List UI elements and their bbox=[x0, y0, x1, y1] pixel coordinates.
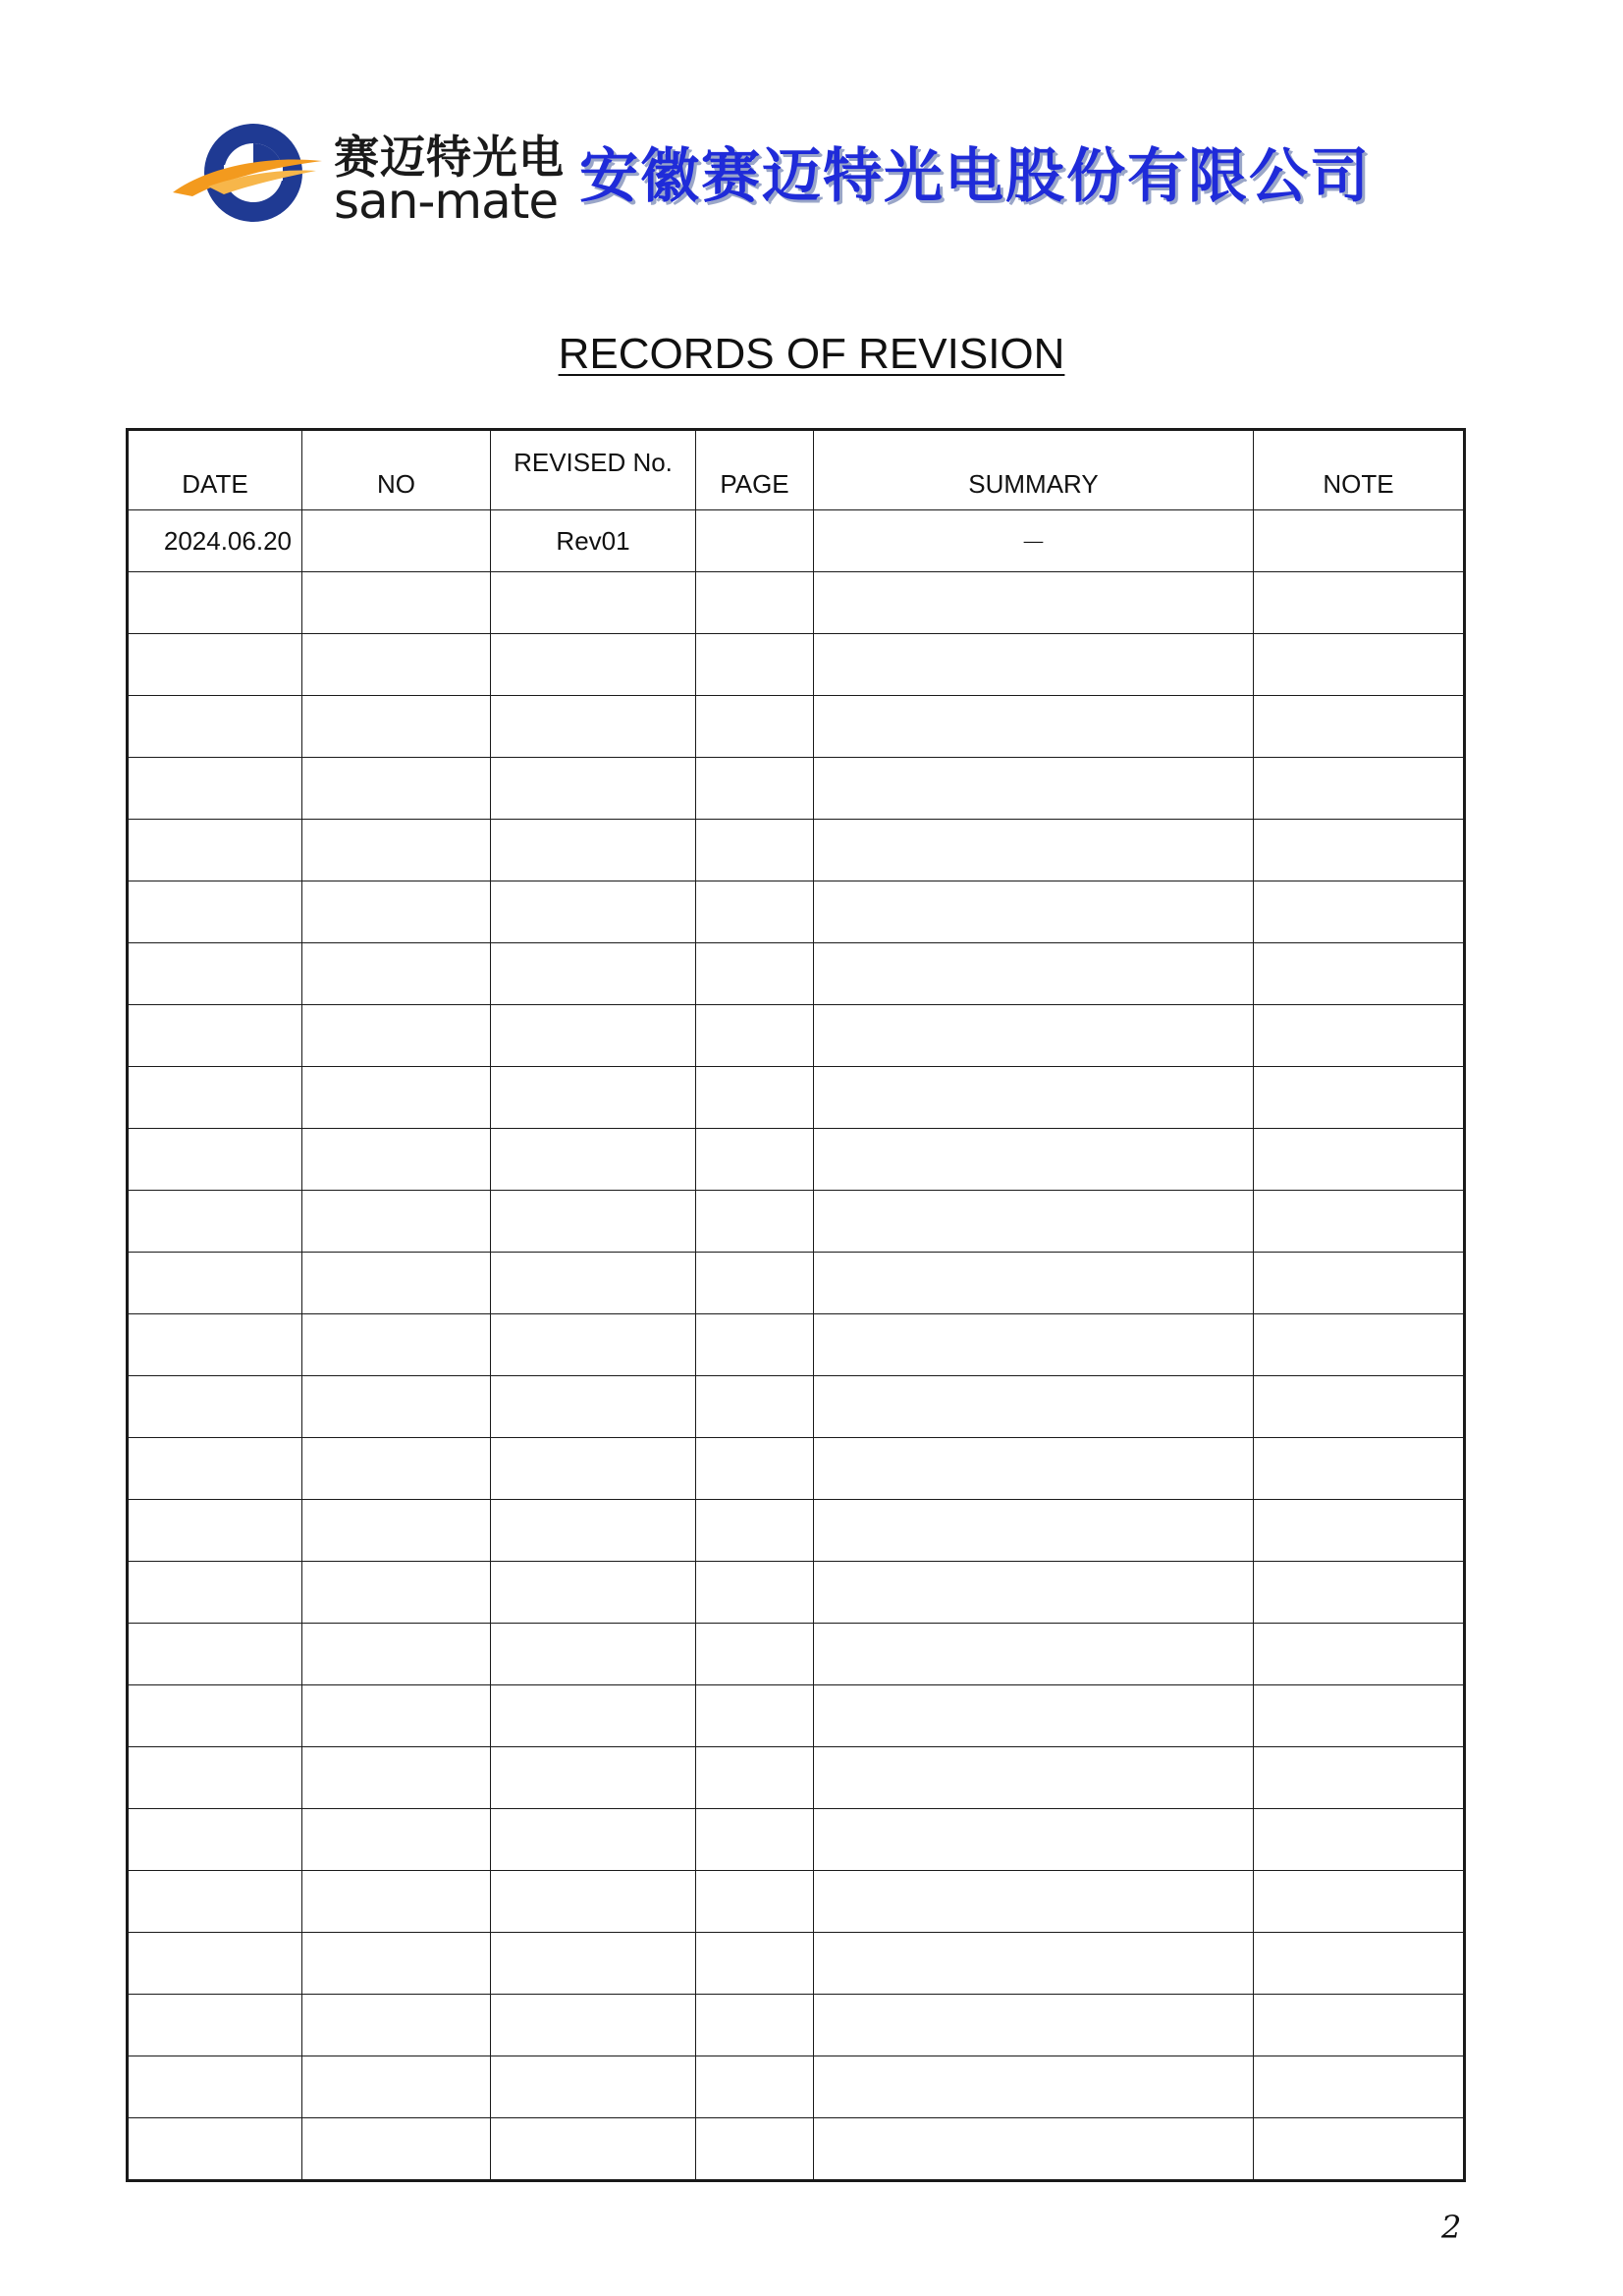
cell-page bbox=[696, 1376, 814, 1438]
table-row bbox=[128, 1871, 1465, 1933]
cell-revised-no bbox=[491, 1005, 696, 1067]
cell-no bbox=[302, 1685, 491, 1747]
cell-page bbox=[696, 1562, 814, 1624]
header-date: DATE bbox=[128, 430, 302, 510]
cell-page bbox=[696, 1809, 814, 1871]
cell-revised-no bbox=[491, 1438, 696, 1500]
cell-date bbox=[128, 1562, 302, 1624]
cell-date bbox=[128, 1500, 302, 1562]
table-row bbox=[128, 1314, 1465, 1376]
cell-note bbox=[1254, 881, 1465, 943]
cell-page bbox=[696, 758, 814, 820]
cell-note bbox=[1254, 943, 1465, 1005]
cell-no bbox=[302, 1129, 491, 1191]
cell-no bbox=[302, 1500, 491, 1562]
cell-date bbox=[128, 758, 302, 820]
cell-revised-no bbox=[491, 572, 696, 634]
cell-date bbox=[128, 1314, 302, 1376]
table-row bbox=[128, 1995, 1465, 2056]
cell-revised-no bbox=[491, 1624, 696, 1685]
cell-page bbox=[696, 1624, 814, 1685]
cell-date bbox=[128, 1995, 302, 2056]
cell-note bbox=[1254, 1005, 1465, 1067]
cell-summary bbox=[814, 572, 1254, 634]
cell-revised-no bbox=[491, 1067, 696, 1129]
cell-summary bbox=[814, 1624, 1254, 1685]
table-row bbox=[128, 1933, 1465, 1995]
cell-no bbox=[302, 1253, 491, 1314]
table-header-row bbox=[128, 430, 1465, 510]
page-header bbox=[169, 116, 1386, 234]
header-summary: SUMMARY bbox=[814, 430, 1254, 510]
table-row bbox=[128, 634, 1465, 696]
table-row bbox=[128, 820, 1465, 881]
cell-date bbox=[128, 1005, 302, 1067]
cell-revised-no bbox=[491, 2056, 696, 2118]
cell-note bbox=[1254, 1871, 1465, 1933]
cell-note bbox=[1254, 1809, 1465, 1871]
cell-page bbox=[696, 1314, 814, 1376]
cell-page bbox=[696, 1067, 814, 1129]
cell-note bbox=[1254, 1624, 1465, 1685]
cell-note bbox=[1254, 758, 1465, 820]
cell-summary bbox=[814, 881, 1254, 943]
cell-summary bbox=[814, 1562, 1254, 1624]
cell-summary bbox=[814, 1500, 1254, 1562]
table-row bbox=[128, 1624, 1465, 1685]
cell-no bbox=[302, 1438, 491, 1500]
cell-page bbox=[696, 2118, 814, 2181]
cell-page bbox=[696, 1129, 814, 1191]
table-row bbox=[128, 2056, 1465, 2118]
cell-no bbox=[302, 1376, 491, 1438]
cell-revised-no bbox=[491, 1314, 696, 1376]
cell-date bbox=[128, 1685, 302, 1747]
cell-note bbox=[1254, 1747, 1465, 1809]
table-row bbox=[128, 1376, 1465, 1438]
cell-summary bbox=[814, 1809, 1254, 1871]
cell-note bbox=[1254, 1562, 1465, 1624]
cell-page bbox=[696, 510, 814, 572]
cell-summary bbox=[814, 758, 1254, 820]
cell-page bbox=[696, 1005, 814, 1067]
cell-date bbox=[128, 2056, 302, 2118]
cell-no bbox=[302, 1624, 491, 1685]
cell-note bbox=[1254, 1129, 1465, 1191]
cell-page bbox=[696, 572, 814, 634]
cell-revised-no bbox=[491, 881, 696, 943]
cell-date bbox=[128, 1067, 302, 1129]
cell-page bbox=[696, 1438, 814, 1500]
cell-no bbox=[302, 696, 491, 758]
cell-date bbox=[128, 1376, 302, 1438]
cell-summary bbox=[814, 1685, 1254, 1747]
cell-revised-no: Rev01 bbox=[491, 510, 696, 572]
table-row bbox=[128, 1005, 1465, 1067]
cell-date bbox=[128, 881, 302, 943]
cell-no bbox=[302, 510, 491, 572]
cell-summary bbox=[814, 1005, 1254, 1067]
cell-page bbox=[696, 1191, 814, 1253]
cell-revised-no bbox=[491, 1129, 696, 1191]
cell-note bbox=[1254, 1314, 1465, 1376]
cell-revised-no bbox=[491, 1685, 696, 1747]
cell-no bbox=[302, 1871, 491, 1933]
table-row bbox=[128, 943, 1465, 1005]
cell-no bbox=[302, 1005, 491, 1067]
cell-page bbox=[696, 1871, 814, 1933]
cell-no bbox=[302, 1562, 491, 1624]
cell-summary bbox=[814, 1067, 1254, 1129]
cell-date bbox=[128, 1438, 302, 1500]
table-row bbox=[128, 1253, 1465, 1314]
cell-note bbox=[1254, 1685, 1465, 1747]
table-row bbox=[128, 572, 1465, 634]
cell-no bbox=[302, 820, 491, 881]
cell-summary bbox=[814, 943, 1254, 1005]
cell-note bbox=[1254, 572, 1465, 634]
cell-no bbox=[302, 2118, 491, 2181]
cell-page bbox=[696, 943, 814, 1005]
cell-summary bbox=[814, 820, 1254, 881]
cell-revised-no bbox=[491, 1933, 696, 1995]
cell-revised-no bbox=[491, 634, 696, 696]
cell-page bbox=[696, 1747, 814, 1809]
cell-date bbox=[128, 634, 302, 696]
cell-summary bbox=[814, 1871, 1254, 1933]
cell-summary bbox=[814, 1376, 1254, 1438]
page-number: 2 bbox=[1441, 2209, 1462, 2246]
header-page: PAGE bbox=[696, 430, 814, 510]
cell-note bbox=[1254, 1067, 1465, 1129]
cell-summary bbox=[814, 1129, 1254, 1191]
cell-no bbox=[302, 758, 491, 820]
table-row bbox=[128, 1562, 1465, 1624]
cell-summary bbox=[814, 2056, 1254, 2118]
table-row bbox=[128, 2118, 1465, 2181]
cell-summary bbox=[814, 1191, 1254, 1253]
cell-summary bbox=[814, 696, 1254, 758]
cell-no bbox=[302, 572, 491, 634]
cell-date bbox=[128, 1624, 302, 1685]
table-row bbox=[128, 1067, 1465, 1129]
cell-page bbox=[696, 1995, 814, 2056]
cell-date bbox=[128, 1809, 302, 1871]
cell-summary bbox=[814, 1314, 1254, 1376]
company-name: 安徽赛迈特光电股份有限公司 bbox=[579, 142, 1371, 211]
document-title-text: RECORDS OF REVISION bbox=[558, 330, 1065, 378]
cell-summary bbox=[814, 634, 1254, 696]
cell-date bbox=[128, 1871, 302, 1933]
cell-no bbox=[302, 1747, 491, 1809]
cell-no bbox=[302, 1809, 491, 1871]
cell-revised-no bbox=[491, 758, 696, 820]
table-row bbox=[128, 1500, 1465, 1562]
cell-revised-no bbox=[491, 820, 696, 881]
cell-revised-no bbox=[491, 1500, 696, 1562]
cell-note bbox=[1254, 1253, 1465, 1314]
cell-revised-no bbox=[491, 1376, 696, 1438]
table-body bbox=[128, 510, 1465, 2181]
cell-date bbox=[128, 1933, 302, 1995]
cell-summary bbox=[814, 1933, 1254, 1995]
cell-summary bbox=[814, 1438, 1254, 1500]
revision-table bbox=[126, 428, 1466, 2182]
header-note: NOTE bbox=[1254, 430, 1465, 510]
cell-no bbox=[302, 1191, 491, 1253]
cell-summary bbox=[814, 1995, 1254, 2056]
table-row bbox=[128, 696, 1465, 758]
table-row bbox=[128, 1685, 1465, 1747]
cell-page bbox=[696, 1500, 814, 1562]
cell-summary bbox=[814, 1747, 1254, 1809]
cell-revised-no bbox=[491, 1253, 696, 1314]
header-no: NO bbox=[302, 430, 491, 510]
cell-date bbox=[128, 1191, 302, 1253]
table-row bbox=[128, 1747, 1465, 1809]
logo-english-name: san-mate bbox=[334, 173, 559, 230]
cell-no bbox=[302, 634, 491, 696]
table-row bbox=[128, 1191, 1465, 1253]
cell-page bbox=[696, 1685, 814, 1747]
cell-page bbox=[696, 2056, 814, 2118]
cell-note bbox=[1254, 1438, 1465, 1500]
header-revised-no: REVISED No. bbox=[491, 430, 696, 510]
cell-page bbox=[696, 881, 814, 943]
table-row bbox=[128, 758, 1465, 820]
cell-no bbox=[302, 943, 491, 1005]
cell-date: 2024.06.20 bbox=[128, 510, 302, 572]
cell-page bbox=[696, 696, 814, 758]
cell-revised-no bbox=[491, 1747, 696, 1809]
cell-note bbox=[1254, 696, 1465, 758]
cell-no bbox=[302, 2056, 491, 2118]
table-row bbox=[128, 1438, 1465, 1500]
cell-date bbox=[128, 943, 302, 1005]
table-row bbox=[128, 881, 1465, 943]
cell-note bbox=[1254, 1995, 1465, 2056]
cell-date bbox=[128, 696, 302, 758]
cell-revised-no bbox=[491, 943, 696, 1005]
cell-page bbox=[696, 820, 814, 881]
cell-revised-no bbox=[491, 696, 696, 758]
cell-summary bbox=[814, 2118, 1254, 2181]
cell-page bbox=[696, 1933, 814, 1995]
cell-note bbox=[1254, 2118, 1465, 2181]
cell-no bbox=[302, 1314, 491, 1376]
cell-note bbox=[1254, 634, 1465, 696]
cell-summary bbox=[814, 1253, 1254, 1314]
cell-no bbox=[302, 1933, 491, 1995]
cell-page bbox=[696, 1253, 814, 1314]
cell-date bbox=[128, 1747, 302, 1809]
cell-summary: － bbox=[814, 510, 1254, 572]
cell-note bbox=[1254, 1376, 1465, 1438]
document-title bbox=[0, 330, 1623, 379]
cell-no bbox=[302, 1995, 491, 2056]
cell-date bbox=[128, 572, 302, 634]
logo-chinese-name: 赛迈特光电 bbox=[334, 131, 565, 184]
table-row bbox=[128, 1129, 1465, 1191]
cell-note bbox=[1254, 510, 1465, 572]
cell-page bbox=[696, 634, 814, 696]
cell-no bbox=[302, 881, 491, 943]
cell-revised-no bbox=[491, 2118, 696, 2181]
cell-note bbox=[1254, 1500, 1465, 1562]
table-row bbox=[128, 510, 1465, 572]
cell-revised-no bbox=[491, 1809, 696, 1871]
cell-note bbox=[1254, 2056, 1465, 2118]
cell-date bbox=[128, 1129, 302, 1191]
cell-date bbox=[128, 2118, 302, 2181]
cell-note bbox=[1254, 820, 1465, 881]
cell-revised-no bbox=[491, 1191, 696, 1253]
san-mate-logo-icon bbox=[169, 116, 324, 230]
cell-note bbox=[1254, 1933, 1465, 1995]
cell-date bbox=[128, 1253, 302, 1314]
cell-revised-no bbox=[491, 1995, 696, 2056]
cell-date bbox=[128, 820, 302, 881]
table-row bbox=[128, 1809, 1465, 1871]
cell-note bbox=[1254, 1191, 1465, 1253]
cell-revised-no bbox=[491, 1871, 696, 1933]
cell-revised-no bbox=[491, 1562, 696, 1624]
cell-no bbox=[302, 1067, 491, 1129]
